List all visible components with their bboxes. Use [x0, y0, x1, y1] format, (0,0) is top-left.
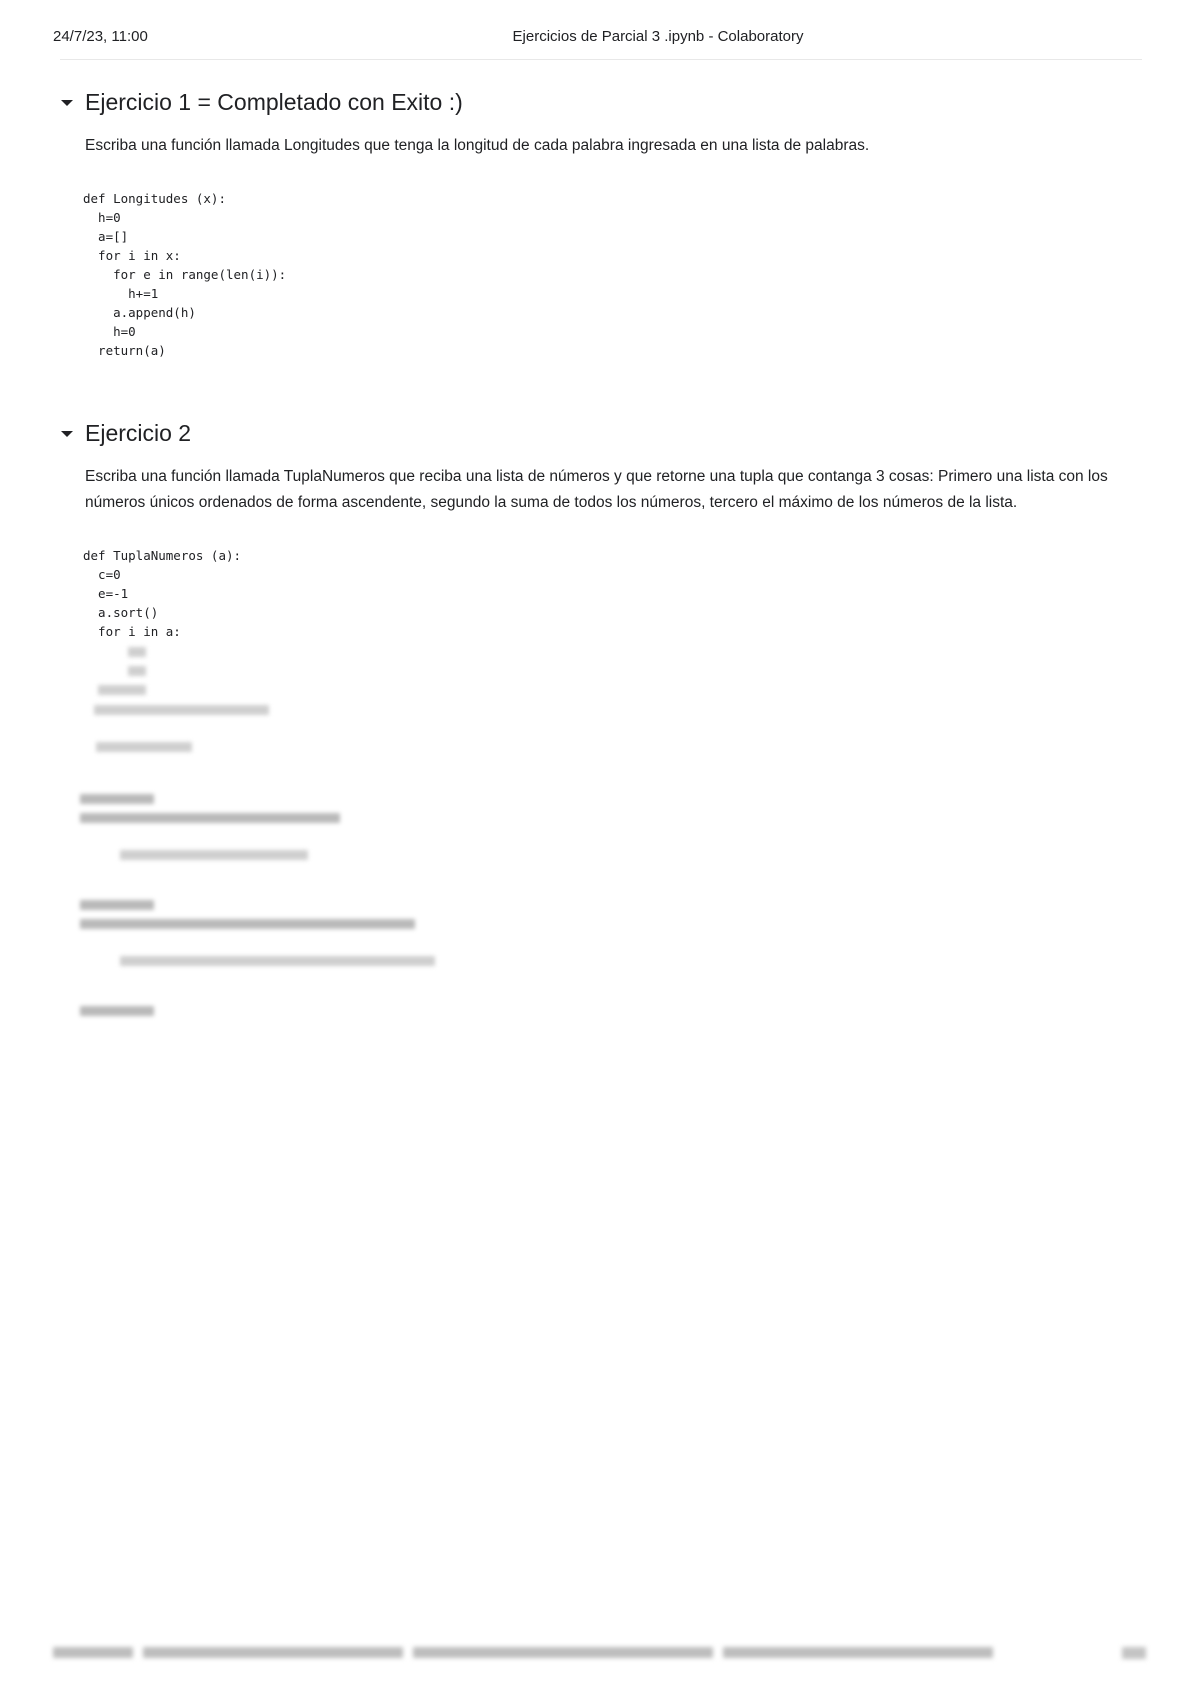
exercise-description: Escriba una función llamada Longitudes que tenga la longitud de cada palabra ingresada en una lista de palabras.	[85, 137, 870, 154]
exercise-description: Escriba una función llamada TuplaNumeros que reciba una lista de números y que retorne una tupla que contanga 3 cosas: Primero una lista con los números únicos ordenados de forma ascendente, segundo la suma de todos los números, tercero el máximo de los números de la lista.	[85, 468, 1108, 511]
code-cell[interactable]: def TuplaNumeros (a): c=0 e=-1 a.sort() for i in a:	[83, 548, 242, 639]
code-cell[interactable]: def Longitudes (x): h=0 a=[] for i in x: for e in range(len(i)): h+=1 a.append(h) h=0 return(a)	[83, 191, 287, 358]
redacted-page-number	[1122, 1647, 1146, 1659]
redacted-footer-url	[53, 1643, 1003, 1661]
print-date: 24/7/23, 11:00	[53, 28, 148, 45]
section-title: Ejercicio 2	[85, 420, 192, 446]
document-title: Ejercicios de Parcial 3 .ipynb - Colaboratory	[512, 28, 804, 45]
section-title: Ejercicio 1 = Completado con Exito :)	[85, 89, 463, 115]
